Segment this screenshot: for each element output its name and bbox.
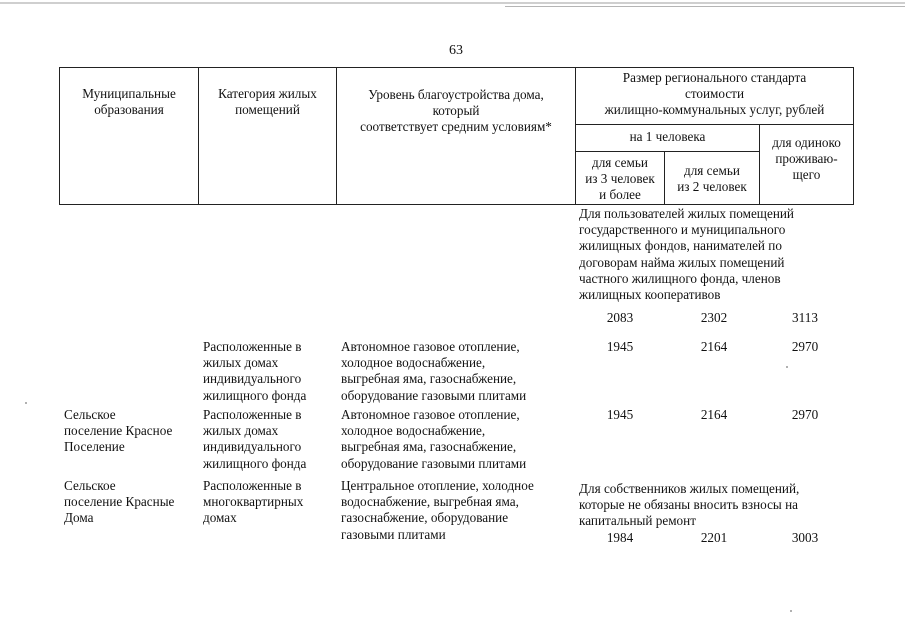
scan-top-edge <box>0 2 905 4</box>
row1-value-single: 2970 <box>791 339 819 354</box>
section2-value-family2: 2201 <box>700 530 728 545</box>
row2-value-family3: 1945 <box>606 407 634 422</box>
section1-title: Для пользователей жилых помещений государственного и муниципального жилищных фондов, нанимателей по договорам найма жилых помещений частного жилищного фонда, членов жилищных кооперативов <box>579 206 794 303</box>
header-family3: для семьи из 3 человек и более <box>585 155 655 202</box>
section1-value-family2: 2302 <box>700 310 728 325</box>
row1-category: Расположенные в жилых домах индивидуального жилищного фонда <box>203 339 307 403</box>
scan-top-edge-secondary <box>505 6 905 7</box>
scan-speck <box>25 402 27 404</box>
row2-category: Расположенные в жилых домах индивидуального жилищного фонда <box>203 407 307 471</box>
header-family2: для семьи из 2 человек <box>677 163 747 194</box>
section1-value-family3: 2083 <box>606 310 634 325</box>
scan-speck <box>790 610 792 612</box>
header-per-person: на 1 человека <box>629 129 706 144</box>
row1-value-family2: 2164 <box>700 339 728 354</box>
row2-value-single: 2970 <box>791 407 819 422</box>
row2-municipality: Сельское поселение Красное Поселение <box>64 407 173 455</box>
section2-value-family3: 1984 <box>606 530 634 545</box>
section1-value-single: 3113 <box>792 310 818 325</box>
row1-value-family3: 1945 <box>606 339 634 354</box>
header-municipal: Муниципальные образования <box>82 86 176 117</box>
row1-level: Автономное газовое отопление, холодное водоснабжение, выгребная яма, газоснабжение, оборудование газовыми плитами <box>341 339 527 403</box>
row2-value-family2: 2164 <box>700 407 728 422</box>
header-single: для одиноко проживаю- щего <box>772 135 841 182</box>
row3-municipality: Сельское поселение Красные Дома <box>64 478 175 526</box>
header-category: Категория жилых помещений <box>218 86 317 117</box>
row3-category: Расположенные в многоквартирных домах <box>203 478 304 526</box>
section2-value-single: 3003 <box>791 530 819 545</box>
row2-level: Автономное газовое отопление, холодное водоснабжение, выгребная яма, газоснабжение, оборудование газовыми плитами <box>341 407 527 471</box>
scan-speck <box>786 366 788 368</box>
row3-level: Центральное отопление, холодное водоснабжение, выгребная яма, газоснабжение, оборудование газовыми плитами <box>341 478 534 542</box>
page-number: 63 <box>449 43 463 58</box>
header-level: Уровень благоустройства дома, который соответствует средним условиям* <box>360 87 552 134</box>
section2-title: Для собственников жилых помещений, которые не обязаны вносить взносы на капитальный ремонт <box>579 481 800 529</box>
header-standard: Размер регионального стандарта стоимости жилищно-коммунальных услуг, рублей <box>604 70 825 117</box>
